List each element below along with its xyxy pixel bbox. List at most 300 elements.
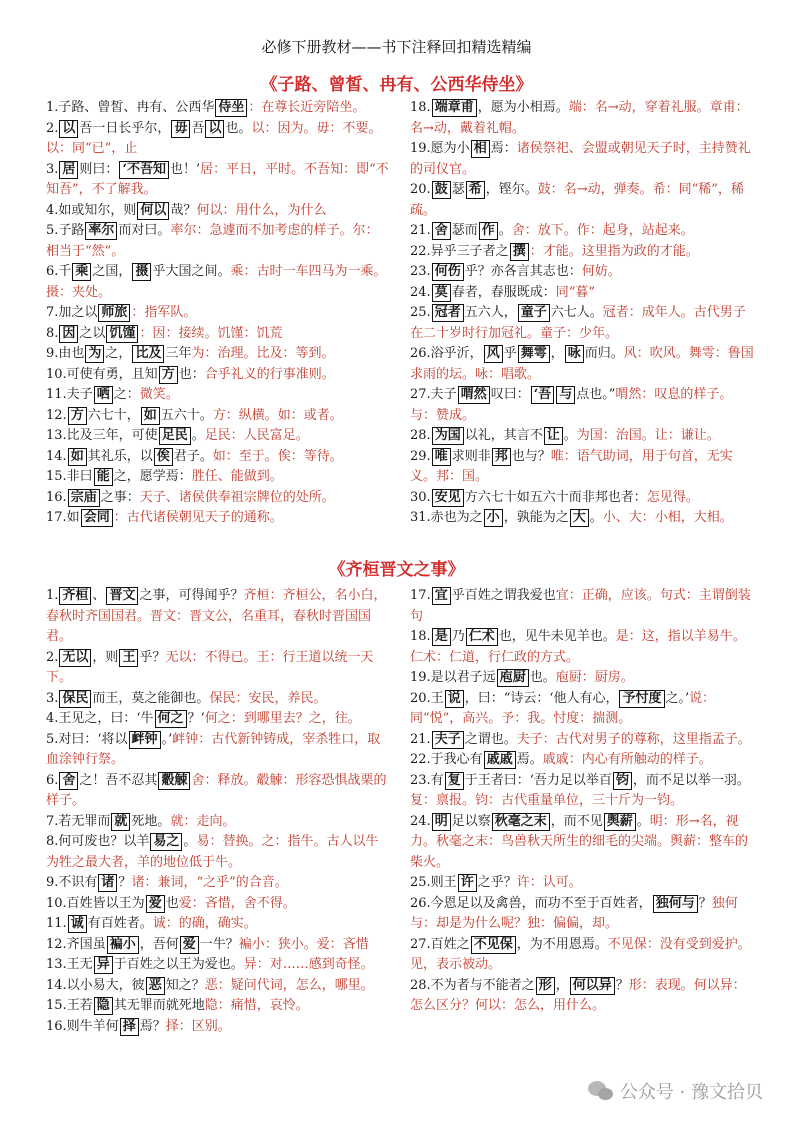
source-text: 之国， [92, 264, 132, 279]
keyword-box: 庖厨 [497, 669, 529, 687]
source-text: 君子。 [173, 448, 213, 464]
source-text: 19.愿为小 [410, 141, 470, 156]
keyword-box: 鼓 [432, 181, 451, 199]
annotation-text: 复：禀报。钧：古代重量单位，三十斤为一钧。 [410, 793, 684, 808]
keyword-box: 宜 [432, 587, 451, 605]
source-text: 之，愿学焉： [113, 469, 192, 484]
source-text: 之。’ [665, 690, 690, 706]
source-text: 2. [46, 120, 59, 136]
keyword-box: 喟然 [458, 386, 490, 404]
source-text: 之谓也。 [464, 731, 517, 747]
keyword-box: 何之 [155, 710, 187, 728]
note-item [46, 221, 391, 262]
note-item [46, 1017, 391, 1038]
keyword-box: 邦 [492, 448, 511, 466]
annotation-text: 足民：人民富足。 [204, 428, 309, 443]
keyword-box: 毋 [171, 120, 190, 138]
annotation-text: 鼓：名→动，弹奏。希：同“稀”，稀疏。 [410, 182, 744, 218]
source-text: 瑟而 [451, 223, 478, 238]
source-text: 点也。” [576, 387, 616, 402]
source-text: 1.子路、曾皙、冉有、公西华 [46, 100, 215, 115]
keyword-box: 因 [59, 325, 78, 343]
annotation-text: 爱：吝惜，舍不得。 [178, 895, 296, 911]
keyword-box: 咏 [565, 345, 584, 363]
note-item [410, 488, 755, 509]
source-text: 20.王 [410, 690, 444, 706]
source-text: 三年 [165, 346, 192, 361]
keyword-box: 乘 [72, 263, 91, 281]
source-text: 。 [563, 428, 577, 443]
annotation-text: 微笑。 [139, 387, 179, 402]
source-text: 于王者曰：‘吾力足以举百 [464, 772, 612, 788]
source-text: ，铿尔。 [485, 182, 538, 197]
keyword-box: 异 [94, 956, 113, 974]
note-item [46, 771, 391, 812]
source-text: 知之？ [165, 977, 205, 993]
note-item [46, 689, 391, 710]
note-item [46, 508, 391, 529]
note-item [410, 668, 755, 689]
source-text: 于百姓之以王为爱也。 [113, 957, 244, 972]
keyword-box: 作 [479, 222, 498, 240]
source-text: 焉？ [139, 1018, 166, 1034]
source-text: 焉。 [516, 752, 543, 767]
annotation-text: 合乎礼义的行事准则。 [204, 366, 335, 382]
note-item [46, 955, 391, 976]
source-text: 其无罪而就死地 [113, 998, 205, 1013]
source-text: 8.何可废也？以羊 [46, 834, 150, 849]
annotation-text: ：因：接续。饥馑：饥荒 [139, 325, 283, 341]
note-item [410, 344, 755, 385]
source-text: 之事： [100, 489, 140, 505]
note-item [46, 426, 391, 447]
source-text: 9.由也 [46, 346, 85, 361]
source-text: 13.王无 [46, 957, 93, 972]
annotation-text: 衅钟：古代新钟铸成，宰杀牲口，取血涂钟行祭。 [46, 731, 381, 767]
source-text: ？ [698, 895, 712, 911]
keyword-box: 是 [432, 628, 451, 646]
keyword-box: 秋毫之末 [492, 813, 550, 831]
note-item [410, 283, 755, 304]
keyword-box: 形 [536, 977, 555, 995]
source-text: 方六七十如五六十而非邦也者： [464, 489, 647, 505]
source-text: 16.则牛羊何 [46, 1018, 119, 1034]
keyword-box: 莫 [432, 284, 451, 302]
wechat-icon [588, 1081, 614, 1101]
note-item [410, 180, 755, 221]
note-item [410, 771, 755, 812]
keyword-box: 独何与 [653, 895, 698, 913]
keyword-box: 率尔 [85, 222, 117, 240]
annotation-text: 冠者：成年人。古代男子在二十岁时行加冠礼。童子：少年。 [410, 305, 746, 341]
keyword-box: 诸 [98, 874, 117, 892]
annotation-text: 小、大：小相，大相。 [602, 510, 733, 525]
keyword-box: 舞雩 [518, 345, 550, 363]
annotation-text: 独何与：却是为什么呢？独：偏偏，却。 [410, 895, 738, 931]
note-item [410, 385, 755, 426]
annotation-text: 明：形→名，视力。秋毫之末：鸟兽秋天所生的细毛的尖端。舆薪：整车的柴火。 [410, 813, 749, 870]
source-text: 哉？ [170, 202, 197, 218]
source-text: 6.千 [46, 264, 72, 279]
note-item [46, 324, 391, 345]
source-text: 乎？亦各言其志也： [464, 264, 582, 279]
source-text: 求则非 [451, 448, 491, 464]
keyword-box: 仁术 [466, 628, 498, 646]
keyword-box: 相 [471, 140, 490, 158]
keyword-box: 觳觫 [158, 772, 190, 790]
annotation-text: ：才能。这里指为政的才能。 [529, 243, 699, 259]
annotation-text: 形：表现。何以异：怎么区分？何以：怎么，用什么。 [410, 977, 746, 1013]
note-item [410, 303, 755, 344]
note-item [46, 303, 391, 324]
annotation-text: 无以：不得已。王：行王道以统一天下。 [46, 649, 374, 685]
source-text: 20. [410, 182, 431, 197]
annotation-text: 乘：古时一车四马为一乘。摄：夹处。 [46, 264, 387, 300]
source-text: 21. [410, 223, 431, 238]
annotation-text: 何之：到哪里去？之，往。 [204, 711, 361, 726]
note-item [46, 160, 391, 201]
source-text: 14. [46, 448, 67, 464]
note-item [46, 119, 391, 160]
source-text: 叹曰： [490, 387, 530, 402]
keyword-box: 撰 [510, 243, 529, 261]
note-item [46, 385, 391, 406]
keyword-box: 能 [94, 468, 113, 486]
source-text: 7.加之以 [46, 305, 98, 320]
annotation-text: 异：对……感到奇怪。 [243, 957, 374, 972]
keyword-box: 舍 [59, 772, 78, 790]
source-text: 30. [410, 489, 431, 505]
annotation-text: 不见保：没有受到爱护。见，表示被动。 [410, 936, 751, 972]
note-item [46, 935, 391, 956]
annotation-text: 隐：痛惜，哀怜。 [204, 998, 309, 1013]
keyword-box: 如 [68, 448, 87, 466]
source-text: 31.赤也为之 [410, 510, 483, 525]
source-text: 也！’ [169, 161, 201, 177]
keyword-box: 摄 [132, 263, 151, 281]
annotation-text: 何以：用什么，为什么 [196, 202, 327, 218]
keyword-box: 端章甫 [432, 99, 477, 117]
source-text: 17.如 [46, 510, 80, 525]
keyword-box: 晋文 [106, 587, 138, 605]
annotation-text: 何妨。 [581, 264, 621, 279]
note-item [46, 873, 391, 894]
keyword-box: 钧 [613, 772, 632, 790]
source-text: ？’ [187, 711, 205, 726]
note-item [46, 586, 391, 648]
source-text: 、 [92, 588, 106, 603]
source-text: ，吾何 [139, 936, 179, 952]
source-text: 也 [165, 895, 179, 911]
source-text: 22.于我心有 [410, 752, 483, 767]
source-text: 有百姓者。 [87, 916, 153, 931]
source-text: 18. [410, 100, 431, 115]
source-text: 。 [589, 510, 603, 525]
annotation-text: 戚戚：内心有所触动的样子。 [542, 752, 712, 767]
keyword-box: 舆薪 [604, 813, 636, 831]
keyword-box: 宗庙 [68, 489, 100, 507]
note-item [410, 139, 755, 180]
annotation-text: 择：区别。 [165, 1018, 231, 1034]
note-item [46, 730, 391, 771]
source-text: 24. [410, 813, 431, 829]
keyword-box: 安见 [432, 489, 464, 507]
source-text: 六七十， [87, 407, 140, 423]
keyword-box: 何以 [137, 202, 169, 220]
annotation-text: 率尔：急遽而不加考虑的样子。尔：相当于“然”。 [46, 223, 379, 259]
keyword-box: 爱 [146, 895, 165, 913]
note-item [410, 750, 755, 771]
note-item [410, 508, 755, 529]
annotation-text: 齐桓：齐桓公，名小白，春秋时齐国国君。晋文：晋文公，名重耳，春秋时晋国国君。 [46, 588, 387, 644]
annotation-text: 是：这，指以羊易牛。仁术：仁道，行仁政的方式。 [410, 629, 746, 665]
keyword-box: 为 [85, 345, 104, 363]
source-text: ？ [118, 875, 132, 890]
source-text: 之， [105, 346, 132, 361]
note-item [46, 894, 391, 915]
keyword-box: 童子 [518, 304, 550, 322]
source-text: 乎大国之间。 [152, 264, 231, 279]
annotation-text: 宜：正确，应该。句式：主谓倒装句 [410, 588, 751, 624]
source-text: 24. [410, 284, 431, 300]
keyword-box: 足民 [159, 427, 191, 445]
note-item [410, 627, 755, 668]
annotation-text: 诸：兼词，“之乎”的合音。 [131, 875, 288, 890]
source-text: 15.非曰 [46, 469, 93, 484]
note-item [410, 98, 755, 139]
source-text: 3. [46, 161, 59, 177]
keyword-box: 戚戚 [484, 751, 516, 769]
source-text: 之乎？ [477, 875, 517, 890]
note-item [410, 935, 755, 976]
annotation-text: 夫子：古代对男子的尊称，这里指孟子。 [516, 731, 751, 747]
source-text: 则曰： [79, 161, 119, 177]
note-item [46, 365, 391, 386]
note-item [46, 488, 391, 509]
keyword-box: 何伤 [432, 263, 464, 281]
note-item [46, 709, 391, 730]
page-header: 必修下册教材——书下注释回扣精选精编 [261, 38, 532, 56]
keyword-box: 俟 [154, 448, 173, 466]
note-item [46, 914, 391, 935]
source-text: 4.王见之，曰：‘牛 [46, 711, 154, 726]
keyword-box: 明 [432, 813, 451, 831]
source-text: 。’ [161, 731, 173, 747]
source-text: 28.不为者与不能者之 [410, 977, 535, 993]
keyword-box: 小 [484, 509, 503, 527]
keyword-box: 饥馑 [106, 325, 138, 343]
source-text: 19.是以君子远 [410, 670, 496, 685]
note-item [46, 406, 391, 427]
note-item [410, 426, 755, 447]
annotation-text: 同“暮” [555, 284, 596, 300]
annotation-text: 为：治理。比及：等到。 [191, 346, 335, 361]
note-item [410, 730, 755, 751]
keyword-box: 衅钟 [129, 731, 161, 749]
note-item [410, 221, 755, 242]
source-text: 焉： [490, 141, 517, 156]
source-text: 13.比及三年，可使 [46, 428, 158, 443]
annotation-text: 易：替换。之：指牛。古人以牛为牲之最大者，羊的地位低于牛。 [46, 834, 379, 870]
note-item [46, 98, 391, 119]
source-text: 27.夫子 [410, 387, 457, 402]
source-text: 28. [410, 428, 431, 443]
section-zilu-left-column [46, 98, 391, 529]
annotation-text: 说：同“悦”，高兴。予：我。忖度：揣测。 [410, 690, 716, 726]
source-text: 。 [636, 813, 650, 829]
annotation-text: 舍：放下。作：起身，站起来。 [511, 223, 694, 238]
section-qihuan-right-column [410, 586, 755, 1017]
annotation-text: 恶：疑问代词，怎么，哪里。 [204, 977, 374, 993]
source-text: 乎 [503, 346, 517, 361]
keyword-box: 王 [119, 649, 138, 667]
note-item [410, 812, 755, 874]
source-text: 10.可使有勇，且知 [46, 366, 158, 382]
source-text: ，孰能为之 [503, 510, 569, 525]
note-item [410, 976, 755, 1017]
source-text: 之！吾不忍其 [79, 772, 158, 788]
note-item [46, 201, 391, 222]
keyword-box: 隐 [94, 997, 113, 1015]
source-text: 14.以小易大，彼 [46, 977, 145, 993]
source-text: 4.如或知尔，则 [46, 202, 137, 218]
keyword-box: 大 [570, 509, 589, 527]
keyword-box: 侍坐 [215, 99, 247, 117]
source-text: 也，见牛未见羊也。 [498, 629, 616, 644]
keyword-box: 会同 [81, 509, 113, 527]
annotation-text: ：古代诸侯朝见天子的通称。 [113, 510, 283, 525]
keyword-box: 风 [484, 345, 503, 363]
annotation-text: 庖厨：厨房。 [555, 670, 634, 685]
keyword-box: 舍 [432, 222, 451, 240]
source-text: 而王，莫之能御也。 [92, 690, 210, 706]
note-item [410, 873, 755, 894]
section-zilu-right-column [410, 98, 755, 529]
source-text: 死地。 [131, 813, 171, 829]
source-text: 12. [46, 407, 67, 423]
source-text: 也。 [225, 120, 252, 136]
keyword-box: 以 [59, 120, 78, 138]
source-text: ，愿为小相焉。 [477, 100, 569, 115]
source-text: 27.百姓之 [410, 936, 470, 952]
annotation-text: 居：平日，平时。不吾知：即“不知吾”，不了解我。 [46, 161, 389, 197]
keyword-box: 居 [59, 161, 78, 179]
keyword-box: 保民 [59, 690, 91, 708]
source-text: 足以察 [451, 813, 491, 829]
note-item [46, 262, 391, 303]
source-text: 乎？ [139, 649, 166, 665]
annotation-text: 胜任、能做到。 [191, 469, 283, 484]
source-text: 之以 [79, 325, 106, 341]
source-text: 吾 [191, 120, 205, 136]
keyword-box: 不见保 [471, 936, 516, 954]
keyword-box: ‘吾 [531, 386, 555, 404]
source-text: 5.子路 [46, 223, 85, 238]
keyword-box: 哂 [94, 386, 113, 404]
keyword-box: 就 [111, 813, 130, 831]
source-text: 。 [183, 834, 197, 849]
annotation-text: ：在尊长近旁陪坐。 [248, 100, 366, 115]
source-text: 26.浴乎沂， [410, 346, 483, 361]
note-item [46, 344, 391, 365]
source-text: 1. [46, 588, 59, 603]
note-item [46, 812, 391, 833]
keyword-box: 复 [445, 772, 464, 790]
annotation-text: ：指军队。 [131, 305, 197, 320]
source-text: 五六十。 [160, 407, 213, 423]
watermark-text: 公众号 · 豫文拾贝 [619, 1082, 763, 1103]
source-text: 21. [410, 731, 431, 747]
keyword-box: ‘不吾知 [119, 161, 169, 179]
annotation-text: 喟然：叹息的样子。与：赞成。 [410, 387, 733, 423]
annotation-text: 方：纵横。如：或者。 [212, 407, 343, 423]
section-title-qihuan: 《齐桓晋文之事》 [328, 560, 465, 580]
source-text: 之： [113, 387, 140, 402]
keyword-box: 为国 [432, 427, 464, 445]
keyword-box: 以 [205, 120, 224, 138]
source-text: 15.王若 [46, 998, 93, 1013]
note-item [46, 447, 391, 468]
source-text: 17. [410, 588, 431, 603]
note-item [46, 996, 391, 1017]
source-text: 也： [178, 366, 205, 382]
keyword-box: 唯 [432, 448, 451, 466]
annotation-text: 端：名→动，穿着礼服。章甫：名→动，戴着礼帽。 [410, 100, 749, 136]
keyword-box: 恶 [146, 977, 165, 995]
keyword-box: 希 [466, 181, 485, 199]
source-text: 10.百姓皆以王为 [46, 895, 145, 911]
source-text: 23. [410, 264, 431, 279]
source-text: ，则 [92, 649, 119, 665]
source-text: 一牛？ [199, 936, 239, 952]
source-text: 五六人， [464, 305, 517, 320]
keyword-box: 爱 [180, 936, 199, 954]
note-item [46, 976, 391, 997]
source-text: 5.对曰：‘将以 [46, 731, 128, 747]
annotation-text: 保民：安民，养民。 [209, 690, 327, 706]
source-text: ？ [615, 977, 629, 993]
annotation-text: 褊小：狭小。爱：吝惜 [238, 936, 369, 952]
source-text: 11.夫子 [46, 387, 93, 402]
source-text: 26.今恩足以及禽兽，而功不至于百姓者， [410, 895, 652, 911]
source-text: 25.则王 [410, 875, 457, 890]
keyword-box: 说 [445, 690, 464, 708]
source-text: 8. [46, 325, 59, 341]
source-text: 11. [46, 916, 67, 931]
source-text: 乎百姓之谓我爱也 [451, 588, 556, 603]
keyword-box: 比及 [132, 345, 164, 363]
source-text: 29. [410, 448, 431, 464]
keyword-box: 师旅 [98, 304, 130, 322]
source-text: ，为不用恩焉。 [516, 936, 608, 952]
source-text: 3. [46, 690, 59, 706]
keyword-box: 让 [544, 427, 563, 445]
source-text: 25. [410, 305, 431, 320]
annotation-text: 天子、诸侯供奉祖宗牌位的处所。 [139, 489, 335, 505]
source-text: 18. [410, 629, 431, 644]
source-text: 而对曰。 [118, 223, 171, 238]
source-text: 6. [46, 772, 59, 788]
section-title-zilu: 《子路、曾皙、冉有、公西华侍坐》 [260, 75, 533, 95]
keyword-box: 何以异 [570, 977, 615, 995]
source-text: 其礼乐，以 [87, 448, 153, 464]
note-item [410, 894, 755, 935]
note-item [410, 689, 755, 730]
source-text: 之事，可得闻乎？ [139, 588, 244, 603]
annotation-text: 怎见得。 [646, 489, 699, 505]
keyword-box: 易之 [150, 833, 182, 851]
source-text: 2. [46, 649, 59, 665]
